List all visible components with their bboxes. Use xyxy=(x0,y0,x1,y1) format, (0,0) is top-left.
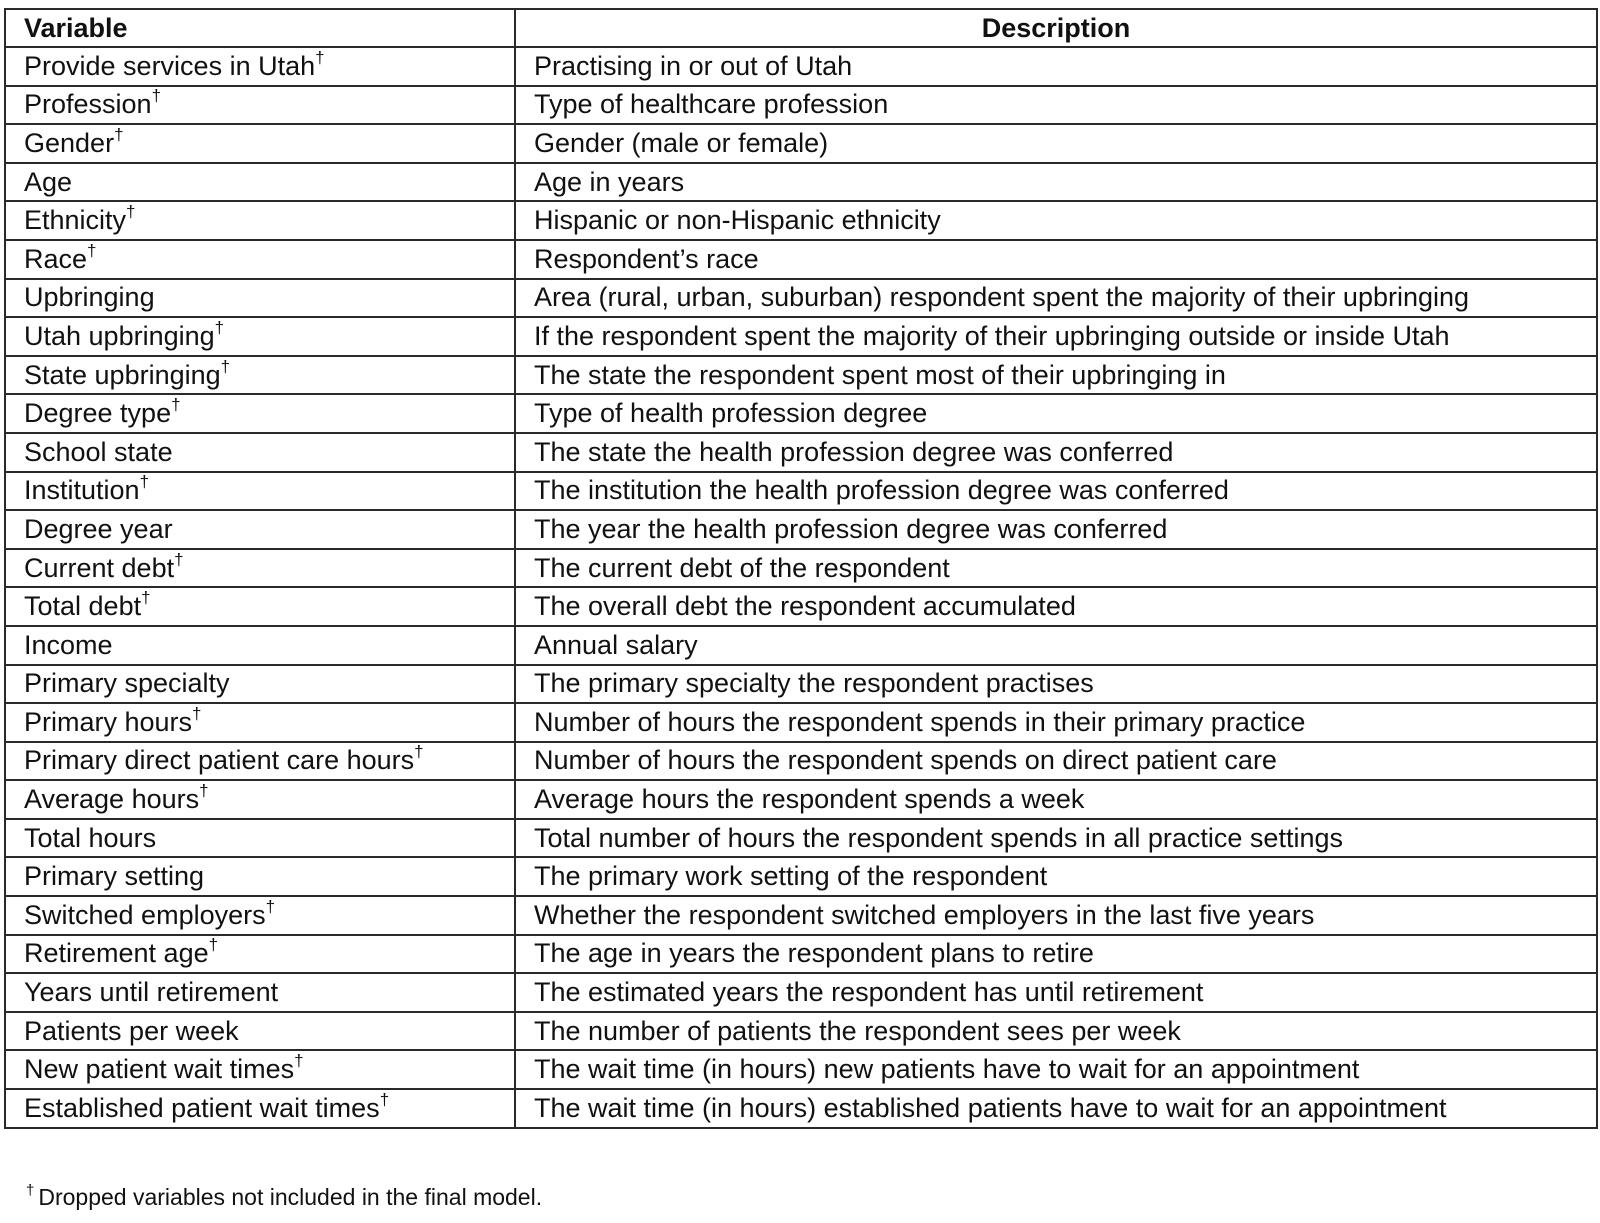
description-cell: Type of healthcare profession xyxy=(515,86,1597,125)
table-row xyxy=(5,279,1597,318)
variable-cell xyxy=(5,935,515,974)
dropped-marker: † xyxy=(265,896,276,916)
variable-name: Switched employers xyxy=(24,899,266,930)
description-cell: The wait time (in hours) new patients have to wait for an appointment xyxy=(515,1050,1597,1089)
table-row xyxy=(5,201,1597,240)
variable-name: Income xyxy=(24,629,113,660)
variable-cell xyxy=(5,47,515,86)
variable-cell xyxy=(5,973,515,1012)
table-row xyxy=(5,510,1597,549)
variable-name: Utah upbringing xyxy=(24,320,215,351)
variable-name: Total debt xyxy=(24,591,142,622)
header-row xyxy=(5,9,1597,47)
variable-cell xyxy=(5,626,515,665)
dropped-marker: † xyxy=(139,472,150,492)
footnote-dagger: † xyxy=(26,1182,35,1199)
variable-name: Provide services in Utah xyxy=(24,50,316,81)
table-row xyxy=(5,742,1597,781)
variable-name: State upbringing xyxy=(24,359,221,390)
variable-cell xyxy=(5,279,515,318)
description-cell: Gender (male or female) xyxy=(515,124,1597,163)
variable-name: Primary setting xyxy=(24,861,205,892)
variable-name: Upbringing xyxy=(24,282,155,313)
description-cell: Number of hours the respondent spends in their primary practice xyxy=(515,703,1597,742)
description-cell: The primary specialty the respondent practises xyxy=(515,665,1597,704)
table-row xyxy=(5,356,1597,395)
variable-cell xyxy=(5,472,515,511)
description-cell: Hispanic or non-Hispanic ethnicity xyxy=(515,201,1597,240)
dropped-marker: † xyxy=(208,935,219,955)
dropped-marker: † xyxy=(171,395,181,415)
variables-table xyxy=(4,8,1598,1129)
variable-cell xyxy=(5,356,515,395)
dropped-marker: † xyxy=(174,549,184,569)
description-cell: Number of hours the respondent spends on direct patient care xyxy=(515,742,1597,781)
table-row xyxy=(5,665,1597,704)
description-cell: Total number of hours the respondent spends in all practice settings xyxy=(515,819,1597,858)
table-row xyxy=(5,1012,1597,1051)
description-cell: The state the respondent spent most of their upbringing in xyxy=(515,356,1597,395)
table-row xyxy=(5,935,1597,974)
table-row xyxy=(5,1089,1597,1128)
description-cell: The primary work setting of the respondent xyxy=(515,857,1597,896)
variable-cell xyxy=(5,1089,515,1128)
variable-name: Primary hours xyxy=(24,706,193,737)
table-row xyxy=(5,47,1597,86)
variable-cell xyxy=(5,1012,515,1051)
table-row xyxy=(5,973,1597,1012)
variable-name: School state xyxy=(24,436,173,467)
variable-cell xyxy=(5,703,515,742)
variable-cell xyxy=(5,317,515,356)
variable-name: Profession xyxy=(24,89,152,120)
description-cell: The estimated years the respondent has until retirement xyxy=(515,973,1597,1012)
footnote-text: Dropped variables not included in the final model. xyxy=(38,1184,543,1210)
variable-cell xyxy=(5,240,515,279)
description-cell: The current debt of the respondent xyxy=(515,549,1597,588)
table-row xyxy=(5,819,1597,858)
variable-name: Patients per week xyxy=(24,1015,239,1046)
variable-cell xyxy=(5,394,515,433)
variable-name: Total hours xyxy=(24,822,157,853)
table-row xyxy=(5,317,1597,356)
variable-column-header: Variable xyxy=(5,9,515,47)
table-row xyxy=(5,163,1597,202)
description-cell: Respondent’s race xyxy=(515,240,1597,279)
variable-cell xyxy=(5,510,515,549)
table-row xyxy=(5,394,1597,433)
variable-cell xyxy=(5,201,515,240)
description-cell: Area (rural, urban, suburban) respondent spent the majority of their upbringing xyxy=(515,279,1597,318)
description-cell: Type of health profession degree xyxy=(515,394,1597,433)
dropped-marker: † xyxy=(220,356,231,376)
dropped-marker: † xyxy=(192,703,202,723)
variable-name: Current debt xyxy=(24,552,175,583)
dropped-marker: † xyxy=(114,124,124,144)
variable-cell xyxy=(5,742,515,781)
variable-cell xyxy=(5,124,515,163)
description-cell: The wait time (in hours) established patients have to wait for an appointment xyxy=(515,1089,1597,1128)
table-row xyxy=(5,857,1597,896)
variable-name: Average hours xyxy=(24,784,200,815)
variable-cell xyxy=(5,587,515,626)
description-cell: The age in years the respondent plans to retire xyxy=(515,935,1597,974)
variable-name: Retirement age xyxy=(24,938,209,969)
description-cell: The overall debt the respondent accumulated xyxy=(515,587,1597,626)
variable-name: Primary direct patient care hours xyxy=(24,745,415,776)
dropped-marker: † xyxy=(126,202,136,222)
variable-cell xyxy=(5,163,515,202)
variable-cell xyxy=(5,819,515,858)
variable-cell xyxy=(5,665,515,704)
variable-name: Age xyxy=(24,166,73,197)
table-row xyxy=(5,549,1597,588)
variable-cell xyxy=(5,857,515,896)
variable-name: Degree type xyxy=(24,398,172,429)
variable-cell xyxy=(5,549,515,588)
description-cell: Annual salary xyxy=(515,626,1597,665)
dropped-marker: † xyxy=(414,742,424,762)
table-row xyxy=(5,896,1597,935)
table-row xyxy=(5,703,1597,742)
variable-cell xyxy=(5,896,515,935)
table-row xyxy=(5,587,1597,626)
dropped-marker: † xyxy=(315,47,325,67)
description-cell: The state the health profession degree was conferred xyxy=(515,433,1597,472)
variable-cell xyxy=(5,780,515,819)
variable-name: Ethnicity xyxy=(24,205,127,236)
variable-name: Race xyxy=(24,243,88,274)
variable-name: Gender xyxy=(24,127,115,158)
description-cell: The number of patients the respondent sees per week xyxy=(515,1012,1597,1051)
table-row xyxy=(5,86,1597,125)
dropped-marker: † xyxy=(379,1089,390,1109)
table-row xyxy=(5,1050,1597,1089)
dropped-marker: † xyxy=(294,1051,304,1071)
variable-cell xyxy=(5,1050,515,1089)
variable-name: Years until retirement xyxy=(24,977,279,1008)
variable-name: Degree year xyxy=(24,513,173,544)
description-cell: The year the health profession degree was conferred xyxy=(515,510,1597,549)
table-row xyxy=(5,124,1597,163)
table-row xyxy=(5,240,1597,279)
variable-name: New patient wait times xyxy=(24,1054,295,1085)
description-cell: Average hours the respondent spends a week xyxy=(515,780,1597,819)
table-row xyxy=(5,472,1597,511)
dropped-marker: † xyxy=(87,240,97,260)
description-cell: Practising in or out of Utah xyxy=(515,47,1597,86)
dropped-marker: † xyxy=(141,588,151,608)
variable-name: Institution xyxy=(24,475,140,506)
description-cell: Age in years xyxy=(515,163,1597,202)
table-body xyxy=(5,47,1597,1128)
variable-name: Primary specialty xyxy=(24,668,230,699)
description-cell: The institution the health profession degree was conferred xyxy=(515,472,1597,511)
variable-cell xyxy=(5,433,515,472)
table-row xyxy=(5,780,1597,819)
description-column-header: Description xyxy=(515,9,1597,47)
description-cell: Whether the respondent switched employers in the last five years xyxy=(515,896,1597,935)
description-cell: If the respondent spent the majority of their upbringing outside or inside Utah xyxy=(515,317,1597,356)
table-row xyxy=(5,626,1597,665)
table-row xyxy=(5,433,1597,472)
variable-cell xyxy=(5,86,515,125)
dropped-marker: † xyxy=(199,781,209,801)
dropped-marker: † xyxy=(214,317,225,337)
footnote xyxy=(26,1182,543,1210)
variable-name: Established patient wait times xyxy=(24,1092,380,1123)
dropped-marker: † xyxy=(151,86,162,106)
